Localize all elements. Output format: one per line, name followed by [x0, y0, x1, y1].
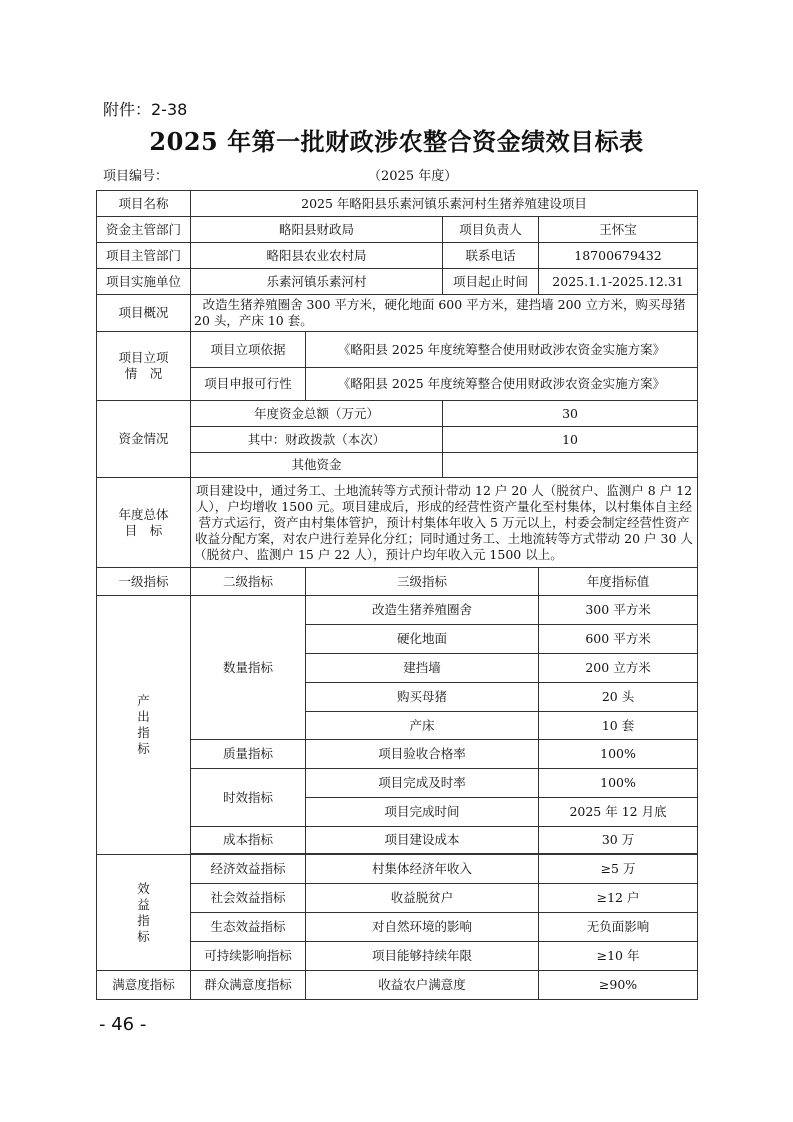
approval-basis-label: 项目立项依据 — [191, 332, 306, 368]
indicator-name: 项目完成时间 — [306, 798, 539, 827]
header-level3: 三级指标 — [306, 568, 539, 596]
indicator-name: 改造生猪养殖圈舍 — [306, 596, 539, 625]
indicator-name: 产床 — [306, 712, 539, 740]
header-level2: 二级指标 — [191, 568, 306, 596]
impl-unit-label: 项目实施单位 — [97, 269, 191, 295]
indicator-value: ≥12 户 — [539, 884, 698, 913]
timeliness-indicator-label: 时效指标 — [191, 769, 306, 827]
table-row — [97, 855, 698, 884]
quantity-indicator-label: 数量指标 — [191, 596, 306, 740]
impl-unit-value: 乐素河镇乐素河村 — [191, 269, 443, 295]
indicator-value: ≥90% — [539, 971, 698, 1000]
indicator-name: 硬化地面 — [306, 625, 539, 654]
indicator-value: 无负面影响 — [539, 913, 698, 942]
project-dept-value: 略阳县农业农村局 — [191, 243, 443, 269]
owner-label: 项目负责人 — [443, 217, 539, 243]
quality-indicator-label: 质量指标 — [191, 740, 306, 769]
row-overview — [97, 295, 698, 332]
indicator-value: 200 立方米 — [539, 654, 698, 683]
performance-target-table — [96, 190, 698, 1000]
indicator-name: 村集体经济年收入 — [306, 855, 539, 884]
indicator-name: 购买母猪 — [306, 683, 539, 712]
indicator-name: 项目建设成本 — [306, 827, 539, 854]
document-title: 2025 年第一批财政涉农整合资金绩效目标表 — [149, 127, 644, 156]
funds-other-label: 其他资金 — [191, 453, 443, 478]
indicator-value: 300 平方米 — [539, 596, 698, 625]
approval-label: 项目立项 情 况 — [97, 332, 191, 401]
project-number-label: 项目编号： — [103, 169, 169, 184]
phone-value: 18700679432 — [539, 243, 698, 269]
indicator-value: 10 套 — [539, 712, 698, 740]
indicator-value: ≥10 年 — [539, 942, 698, 971]
overview-text: 改造生猪养殖圈舍 300 平方米，硬化地面 600 平方米，建挡墙 200 立方米，购买母猪 20 头，产床 10 套。 — [191, 295, 698, 332]
indicator-name: 收益脱贫户 — [306, 884, 539, 913]
benefit-level2: 生态效益指标 — [191, 913, 306, 942]
row-fund-dept — [97, 217, 698, 243]
table-row — [97, 596, 698, 625]
satisfaction-level1: 满意度指标 — [97, 971, 191, 1000]
indicator-name: 项目验收合格率 — [306, 740, 539, 769]
indicator-name: 建挡墙 — [306, 654, 539, 683]
funds-finance-label: 其中：财政拨款（本次） — [191, 427, 443, 453]
year-label: （2025 年度） — [368, 169, 458, 184]
funds-label: 资金情况 — [97, 401, 191, 478]
annual-goal-label: 年度总体 目 标 — [97, 478, 191, 568]
benefit-level2: 社会效益指标 — [191, 884, 306, 913]
indicator-value: 600 平方米 — [539, 625, 698, 654]
satisfaction-level2: 群众满意度指标 — [191, 971, 306, 1000]
indicator-name: 项目完成及时率 — [306, 769, 539, 798]
attachment-label: 附件：2-38 — [103, 100, 188, 119]
fund-dept-value: 略阳县财政局 — [191, 217, 443, 243]
funds-other-value — [443, 453, 698, 478]
indicator-value: ≥5 万 — [539, 855, 698, 884]
row-project-dept — [97, 243, 698, 269]
project-name-value: 2025 年略阳县乐素河镇乐素河村生猪养殖建设项目 — [191, 191, 698, 217]
indicator-name: 收益农户满意度 — [306, 971, 539, 1000]
row-annual-goal — [97, 478, 698, 568]
header-value: 年度指标值 — [539, 568, 698, 596]
table-row — [97, 971, 698, 1000]
header-level1: 一级指标 — [97, 568, 191, 596]
row-funds-total — [97, 401, 698, 427]
row-project-name — [97, 191, 698, 217]
phone-label: 联系电话 — [443, 243, 539, 269]
indicator-value: 100% — [539, 769, 698, 798]
annual-goal-text: 项目建设中，通过务工、土地流转等方式预计带动 12 户 20 人（脱贫户、监测户 8 户 12 人），户均增收 1500 元。项目建成后，形成的经营性资产量化至村集体，以村集体自主经营方式运行，资产由村集体管护，预计村集体年收入 5 万元以上，村委会制定经营性资产收益分配方案，对农户进行差异化分红；同时通过务工、土地流转等方式带动 20 户 30 人（脱贫户、监测户 15 户 22 人），预计户均年收入元 1500 以上。 — [191, 478, 698, 568]
benefit-level2: 可持续影响指标 — [191, 942, 306, 971]
overview-label: 项目概况 — [97, 295, 191, 332]
page-number: - 46 - — [99, 1014, 147, 1035]
project-dept-label: 项目主管部门 — [97, 243, 191, 269]
period-value: 2025.1.1-2025.12.31 — [539, 269, 698, 295]
project-name-label: 项目名称 — [97, 191, 191, 217]
indicator-name: 对自然环境的影响 — [306, 913, 539, 942]
cost-indicator-label: 成本指标 — [191, 827, 306, 854]
row-impl-unit — [97, 269, 698, 295]
feasibility-label: 项目申报可行性 — [191, 368, 306, 401]
approval-basis-value: 《略阳县 2025 年度统筹整合使用财政涉农资金实施方案》 — [306, 332, 698, 368]
feasibility-value: 《略阳县 2025 年度统筹整合使用财政涉农资金实施方案》 — [306, 368, 698, 401]
indicator-value: 100% — [539, 740, 698, 769]
indicator-name: 项目能够持续年限 — [306, 942, 539, 971]
indicator-value: 30 万 — [539, 827, 698, 854]
funds-finance-value: 10 — [443, 427, 698, 453]
output-indicator-label: 产 出 指 标 — [97, 596, 191, 855]
funds-total-value: 30 — [443, 401, 698, 427]
row-approval-basis — [97, 332, 698, 368]
fund-dept-label: 资金主管部门 — [97, 217, 191, 243]
row-indicator-header — [97, 568, 698, 596]
period-label: 项目起止时间 — [443, 269, 539, 295]
indicator-value: 2025 年 12 月底 — [539, 798, 698, 827]
funds-total-label: 年度资金总额（万元） — [191, 401, 443, 427]
benefit-level2: 经济效益指标 — [191, 855, 306, 884]
indicator-value: 20 头 — [539, 683, 698, 712]
owner-value: 王怀宝 — [539, 217, 698, 243]
benefit-indicator-label: 效 益 指 标 — [97, 855, 191, 971]
